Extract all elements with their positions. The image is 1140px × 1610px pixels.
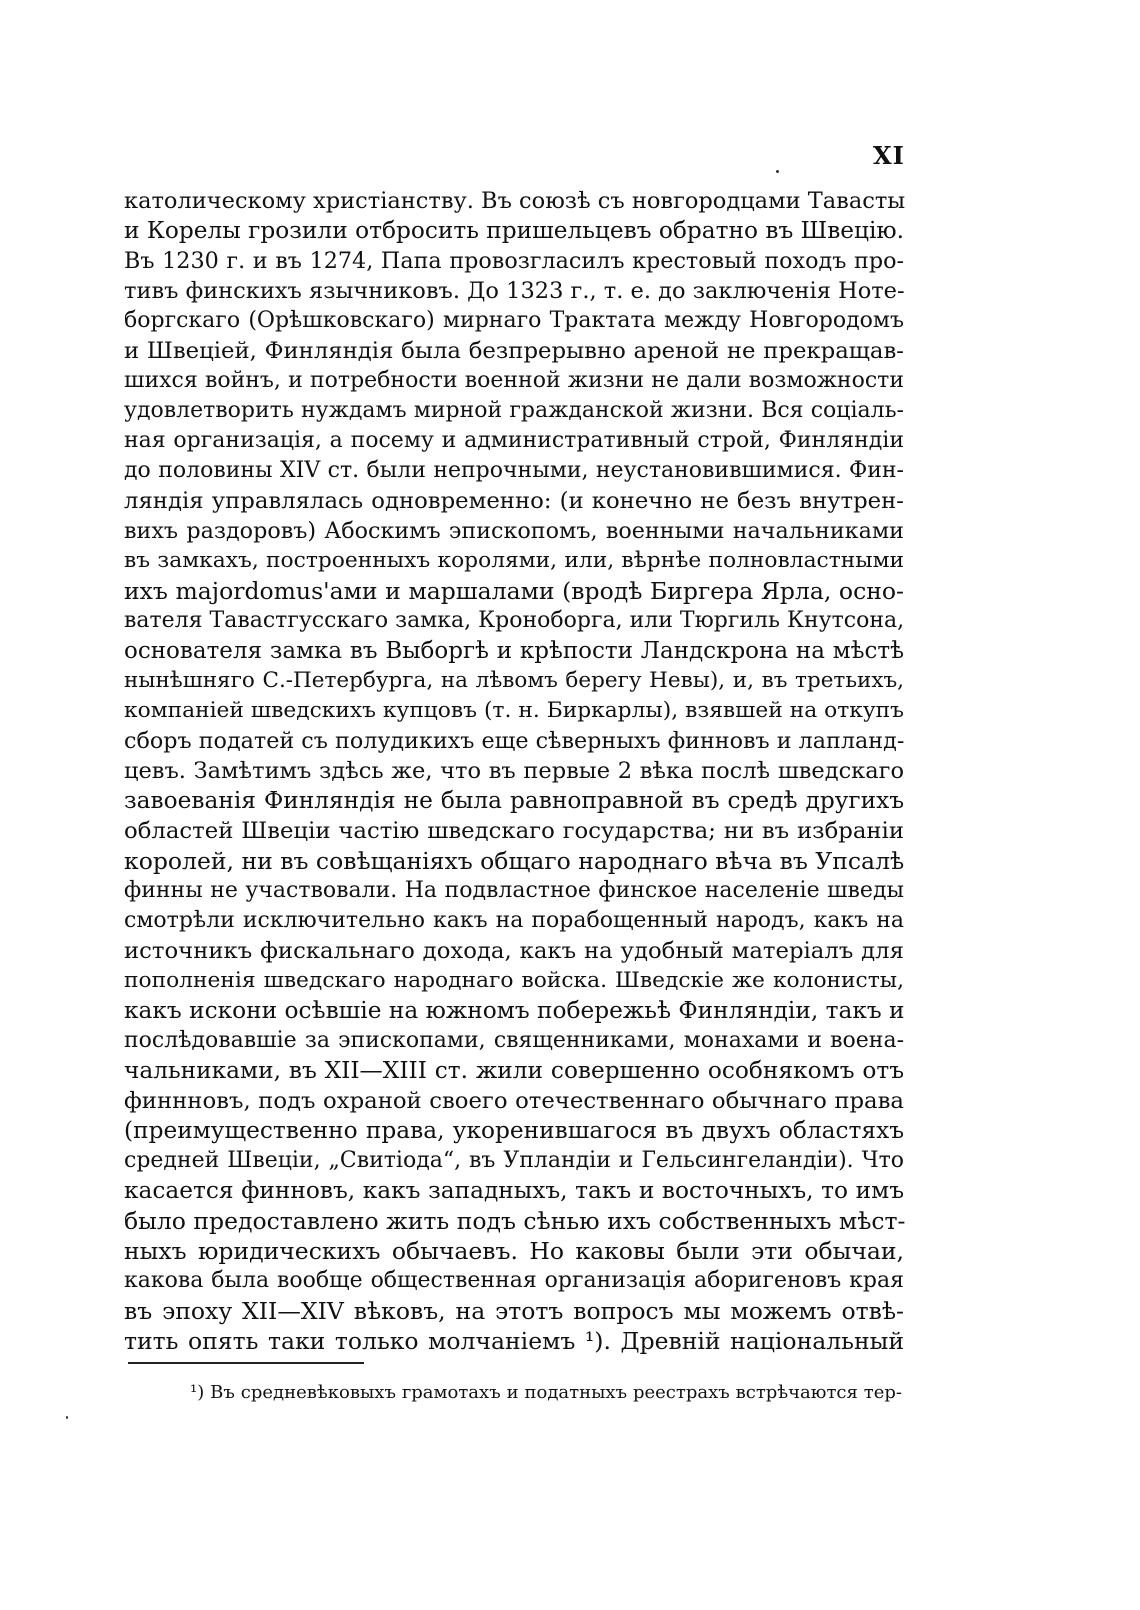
text-line: средней Швеціи, „Свитіода“, въ Упландіи и Гельсингеландіи). Что (124, 1148, 904, 1173)
text-line: пополненія шведскаго народнаго войска. Шведскіе же колонисты, (124, 968, 904, 993)
text-line: было предоставлено жить подъ сѣнью ихъ собственныхъ мѣст- (124, 1207, 906, 1235)
text-line: смотрѣли исключительно какъ на порабощенный народъ, какъ на (124, 908, 904, 933)
scan-speck (66, 1416, 68, 1419)
text-line: ная организація, а посему и административный строй, Финляндіи (124, 428, 904, 453)
text-line: касается финновъ, какъ западныхъ, такъ и восточныхъ, то имъ (124, 1177, 904, 1204)
text-line: областей Швеціи частію шведскаго государства; ни въ избраніи (124, 818, 904, 844)
text-line: до половины XIV ст. были непрочными, неустановившимися. Фин- (124, 458, 904, 483)
text-line: католическому христіанству. Въ союзѣ съ новгородцами Таваcты (124, 188, 906, 214)
text-line: вихъ раздоровъ) Абоскимъ эпископомъ, военными начальниками (124, 518, 904, 544)
text-line: какъ искони осѣвшіе на южномъ побережьѣ Финляндіи, такъ и (124, 997, 905, 1024)
text-line: какова была вообще общественная организація аборигеновъ края (124, 1268, 904, 1293)
text-line: сборъ податей съ полудикихъ еще сѣверныхъ финновъ и лапланд- (124, 728, 905, 754)
text-line: тивъ финскихъ язычниковъ. До 1323 г., т. е. до заключенія Ноте- (124, 278, 905, 304)
text-line: цевъ. Замѣтимъ здѣсь же, что въ первые 2 вѣка послѣ шведскаго (124, 758, 904, 784)
scan-speck (776, 170, 779, 173)
text-line: Въ 1230 г. и въ 1274, Папа провозгласилъ крестовый походъ про- (124, 248, 904, 274)
page-number: XI (873, 141, 905, 170)
text-line: (преимущественно права, укоренившагося въ двухъ областяхъ (124, 1117, 904, 1144)
text-line: ныхъ юридическихъ обычаевъ. Но каковы были эти обычаи, (124, 1237, 904, 1265)
text-line: шихся войнъ, и потребности военной жизни не дали возможности (124, 368, 904, 393)
text-line: финнновъ, подъ охраной своего отечественнаго обычнаго права (124, 1088, 904, 1114)
text-line: нынѣшняго С.-Петербурга, на лѣвомъ берегу Невы), и, въ третьихъ, (124, 668, 904, 693)
text-line: ихъ majordomus'ами и маршалами (вродѣ Биргера Ярла, осно- (124, 577, 904, 605)
text-line: компаніей шведскихъ купцовъ (т. н. Биркарлы), взявшей на откупъ (124, 698, 904, 723)
text-line: финны не участвовали. На подвластное финское населеніе шведы (124, 878, 904, 903)
text-line: и Корелы грозили отбросить пришельцевъ обратно въ Швецію. (124, 217, 905, 244)
text-line: и Швеціей, Финляндія была безпрерывно ареной не прекращав- (124, 338, 904, 364)
text-line: въ эпоху XII—XIV вѣковъ, на этотъ вопросъ мы можемъ отвѣ- (124, 1297, 904, 1325)
footnote: ¹) Въ средневѣковыхъ грамотахъ и податныхъ реестрахъ встрѣчаются тер- (190, 1382, 902, 1403)
text-line: боргскаго (Орѣшковскаго) мирнаго Трактата между Новгородомъ (124, 308, 904, 333)
text-line: вателя Тавастгусскаго замка, Кроноборга, или Тюргиль Кнутсона, (124, 608, 905, 633)
text-line: чальниками, въ XII—XIII ст. жили совершенно особнякомъ отъ (124, 1057, 904, 1084)
text-line: удовлетворить нуждамъ мирной гражданской жизни. Вся соціаль- (124, 398, 904, 423)
text-line: послѣдовавшіе за эпископами, священниками, монахами и воена- (124, 1028, 904, 1053)
text-line: въ замкахъ, построенныхъ королями, или, вѣрнѣе полновластными (124, 548, 904, 573)
text-line: основателя замка въ Выборгѣ и крѣпости Ландскрона на мѣстѣ (124, 638, 904, 664)
text-line: источникъ фискальнаго дохода, какъ на удобный матеріалъ для (124, 938, 904, 964)
text-line: завоеванія Финляндія не была равноправной въ средѣ другихъ (124, 787, 904, 814)
text-line: королей, ни въ совѣщаніяхъ общаго народнаго вѣча въ Упсалѣ (124, 847, 905, 875)
footnote-divider (128, 1362, 364, 1364)
text-line: тить опять таки только молчаніемъ ¹). Древній національный (124, 1327, 904, 1355)
text-line: ляндія управлялась одновременно: (и конечно не безъ внутрен- (124, 488, 904, 514)
body-text (124, 186, 904, 1356)
